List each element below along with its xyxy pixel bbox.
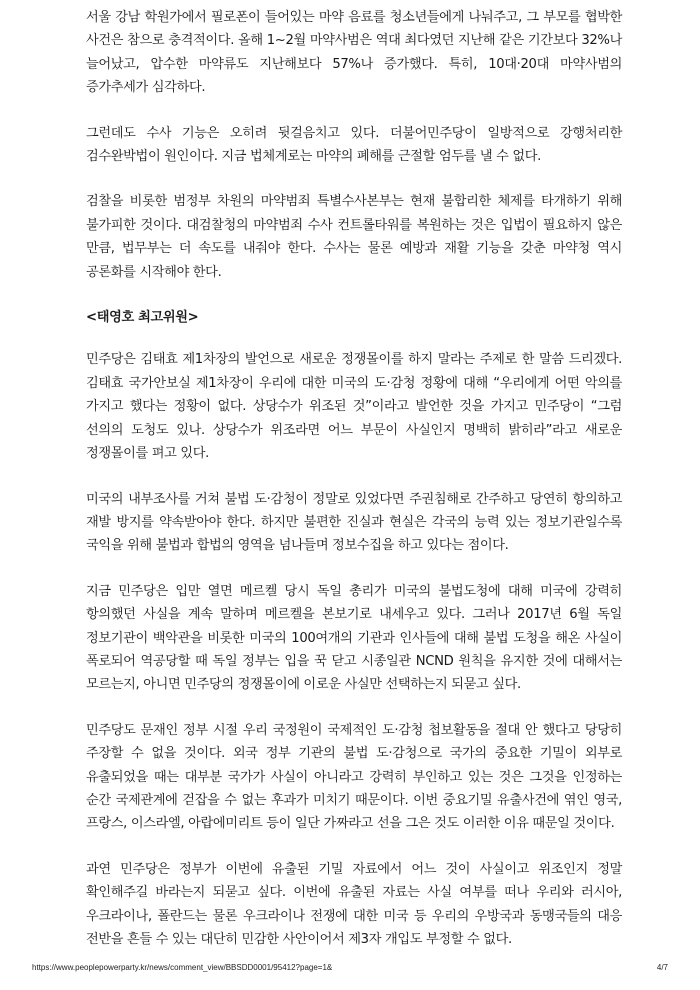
footer-url: https://www.peoplepowerparty.kr/news/comment_view/BBSDD0001/95412?page=1& [32, 963, 333, 972]
document-body [86, 6, 622, 973]
paragraph-drug-incident: 서울 강남 학원가에서 필로폰이 들어있는 마약 음료를 청소년들에게 나눠주고, 그 부모를 협박한 사건은 참으로 충격적이다. 올해 1~2월 마약사범은 역대 최다였던 지난해 같은 기간보다 32%나 늘어났고, 압수한 마약류도 지난해보다 57%나 증가했다. 특히, 10대·20대 마약사범의 증가추세가 심각하다. [86, 10, 622, 96]
paragraph-merkel-example: 지금 민주당은 입만 열면 메르켈 당시 독일 총리가 미국의 불법도청에 대해 미국에 강력히 항의했던 사실을 계속 말하며 메르켈을 본보기로 내세우고 있다. 그러나 2017년 6월 독일 정보기관이 백악관을 비롯한 미국의 100여개의 기관과 인사들에 대해 불법 도청을 해온 사실이 폭로되어 역공당할 때 독일 정부는 입을 꾹 닫고 시종일관 NCND 원칙을 유지한 것에 대해서는 모르는지, 아니면 민주당의 정쟁몰이에 이로운 사실만 선택하는지 되묻고 싶다. [86, 583, 622, 693]
page-number: 4/7 [656, 963, 668, 972]
section-heading: <태영호 최고위원> [86, 310, 199, 326]
paragraph-investigation-retreat: 그런데도 수사 기능은 오히려 뒷걸음치고 있다. 더불어민주당이 일방적으로 강행처리한 검수완박법이 원인이다. 지금 법체계로는 마약의 폐해를 근절할 엄두를 낼 수 없다. [86, 125, 622, 165]
paragraph-kim-taehyo-remarks: 민주당은 김태효 제1차장의 발언으로 새로운 정쟁몰이를 하지 말라는 주제로 한 말씀 드리겠다. 김태효 국가안보실 제1차장이 우리에 대한 미국의 도·감청 정황에 대해 “우리에게 어떤 악의를 가지고 했다는 정황이 없다. 상당수가 위조된 것”이라고 발언한 것을 가지고 민주당이 “그럼 선의의 도청도 있나. 상당수가 위조라면 어느 부문이 사실인지 명백히 밝히라”라고 새로운 정쟁몰이를 펴고 있다. [86, 352, 622, 462]
paragraph-leaked-documents: 과연 민주당은 정부가 이번에 유출된 기밀 자료에서 어느 것이 사실이고 위조인지 정말 확인해주길 바라는지 되묻고 싶다. 이번에 유출된 자료는 사실 여부를 떠나 우리와 러시아, 우크라이나, 폴란드는 물론 우크라이나 전쟁에 대한 미국 등 우리의 우방국과 동맹국들의 대응 전반을 흔들 수 있는 대단히 민감한 사안이어서 제3자 개입도 부정할 수 없다. [86, 861, 622, 947]
paragraph-nis-activities: 민주당도 문재인 정부 시절 우리 국정원이 국제적인 도·감청 첩보활동을 절대 안 했다고 당당히 주장할 수 없을 것이다. 외국 정부 기관의 불법 도·감청으로 국가의 중요한 기밀이 외부로 유출되었을 때는 대부분 국가가 사실이 아니라고 강력히 부인하고 있는 것은 그것을 인정하는 순간 국제관계에 걷잡을 수 없는 후과가 미치기 때문이다. 이번 중요기밀 유출사건에 엮인 영국, 프랑스, 이스라엘, 아랍에미리트 등이 일단 가짜라고 선을 그은 것도 이러한 이유 때문일 것이다. [86, 722, 622, 832]
paragraph-special-task-force: 검찰을 비롯한 범정부 차원의 마약범죄 특별수사본부는 현재 불합리한 체제를 타개하기 위해 불가피한 것이다. 대검찰청의 마약범죄 수사 컨트롤타워를 복원하는 것은 입법이 필요하지 않은 만큼, 법무부는 더 속도를 내줘야 한다. 수사는 물론 예방과 재활 기능을 갖춘 마약청 역시 공론화를 시작해야 한다. [86, 194, 622, 280]
paragraph-us-investigation: 미국의 내부조사를 거쳐 불법 도·감청이 정말로 있었다면 주권침해로 간주하고 당연히 항의하고 재발 방지를 약속받아야 한다. 하지만 불편한 진실과 현실은 각국의 능력 있는 정보기관일수록 국익을 위해 불법과 합법의 영역을 넘나들며 정보수집을 하고 있다는 점이다. [86, 491, 622, 554]
